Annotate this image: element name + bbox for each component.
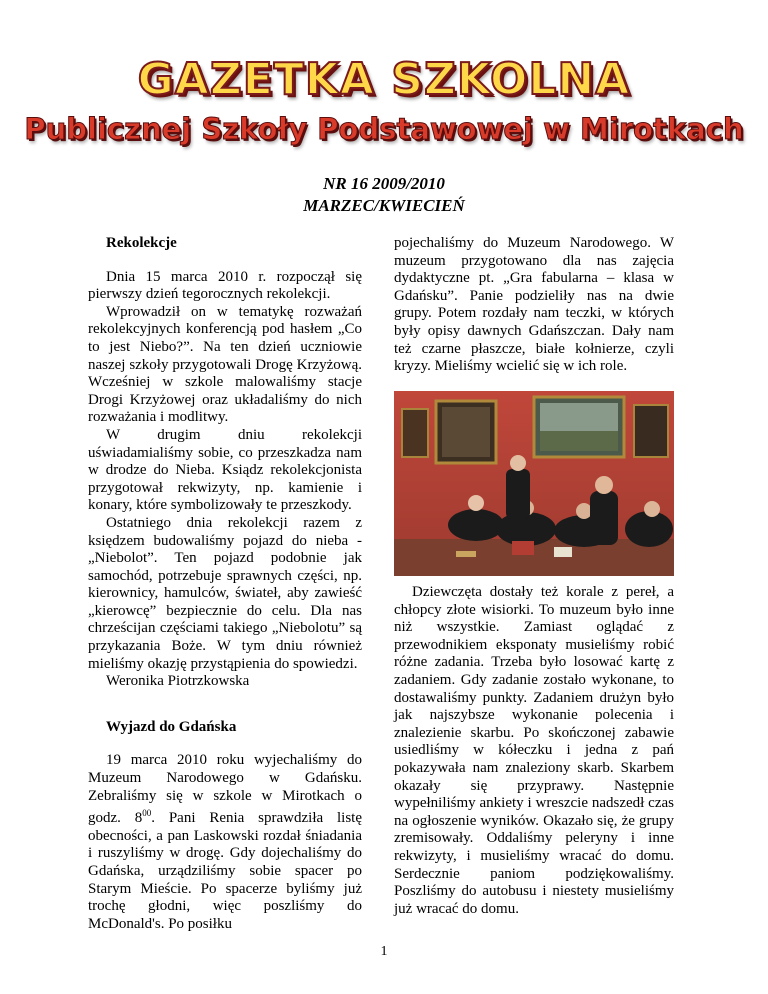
page-number: 1 <box>380 944 388 959</box>
museum-photo <box>394 391 674 576</box>
article-author: Weronika Piotrzkowska <box>106 673 250 690</box>
article-heading-gdansk: Wyjazd do Gdańska <box>106 718 237 735</box>
article-paragraph: Wprowadził on w tematykę rozważań rekolekcyjnych konferencją pod hasłem „Co to jest Niebo?”. Na ten dzień uczniowie naszej szkoły przygotowali Drogę Krzyżową. Wcześniej w szkole malowaliśmy stacje Drogi Krzyżowej oraz układaliśmy do nich rozważania i modlitwy. <box>88 303 362 426</box>
paragraph-text: 19 marca 2010 roku wyjechaliśmy do Muzeum Narodowego w Gdańsku. Zebraliśmy się w szkole w Mirotkach o godz. 8 <box>88 752 362 827</box>
right-column-lower <box>394 584 674 918</box>
article-paragraph: pojechaliśmy do Muzeum Narodowego. W muzeum przygotowano dla nas zajęcia dydaktyczne pt. „Gra fabularna – klasa w Gdańsku”. Panie podzieliły nas na dwie grupy. Potem rozdały nam teczki, w których były opisy dawnych Gdańszczan. Dały nam też czarne płaszcze, białe kołnierze, czyli kryzy. Mieliśmy wcielić się w ich role. <box>394 235 674 375</box>
article-paragraph: Dziewczęta dostały też korale z pereł, a chłopcy złote wisiorki. To muzeum było inne niż wszystkie. Zamiast oglądać z przewodnikiem eksponaty musieliśmy robić różne zadania. Trzeba było losować kartę z zadaniem. Gdy zadanie zostało wykonane, to dostawaliśmy punkty. Zadaniem drużyn było jak najszybsze wykonanie polecenia i znalezienie skarbu. Po skończonej zabawie usiedliśmy w kółeczku i jedna z pań pokazywała nam znaleziony skarb. Skarbem okazały się przyprawy. Następnie wypełniliśmy ankiety i wreszcie nadszedł czas na ogłoszenie wyników. Okazało się, że grupy zremisowały. Oddaliśmy peleryny i inne rekwizyty, i musieliśmy wracać do domu. Serdecznie paniom podziękowaliśmy. Poszliśmy do autobusu i niestety musieliśmy już wracać do domu. <box>394 584 674 917</box>
paragraph-text: . Pani Renia sprawdziła listę obecności, a pan Laskowski rozdał śniadania i ruszyliśmy w drogę. Gdy dojechaliśmy do Gdańska, urządziliśmy sobie spacer po Starym Mieście. Po spacerze byliśmy już trochę głodni, więc poszliśmy do McDonald's. Po posiłku <box>88 810 362 932</box>
time-superscript: 00 <box>142 808 152 819</box>
left-column <box>88 235 362 933</box>
article-paragraph: Ostatniego dnia rekolekcji razem z księdzem budowaliśmy pojazd do nieba - „Niebolot”. Ten pojazd podobnie jak samochód, potrzebuje sprawnych części, np. kierownicy, hamulców, świateł, aby zawieść „kierowcę” bezpiecznie do celu. Dla nas chrześcijan częściami takiego „Niebolotu” są przykazania Boże. W tym dniu również mieliśmy okazję przystąpienia do spowiedzi. <box>88 514 362 672</box>
masthead-title: GAZETKA SZKOLNA <box>137 54 631 105</box>
issue-months: MARZEC/KWIECIEŃ <box>303 196 465 215</box>
article-paragraph: W drugim dniu rekolekcji uświadamialiśmy sobie, co przeszkadza nam w drodze do Nieba. Ksiądz rekolekcjonista przygotował rekwizyty, np. kamienie i konary, które symbolizowały te przeszkody. <box>88 426 362 514</box>
article-paragraph: Dnia 15 marca 2010 r. rozpoczął się pierwszy dzień tegorocznych rekolekcji. <box>88 268 362 303</box>
masthead-subtitle: Publicznej Szkoły Podstawowej w Mirotkach <box>24 112 744 146</box>
right-column <box>394 235 674 376</box>
article-paragraph <box>88 752 362 933</box>
issue-number: NR 16 2009/2010 <box>323 174 445 193</box>
article-heading-rekolekcje: Rekolekcje <box>106 235 177 251</box>
